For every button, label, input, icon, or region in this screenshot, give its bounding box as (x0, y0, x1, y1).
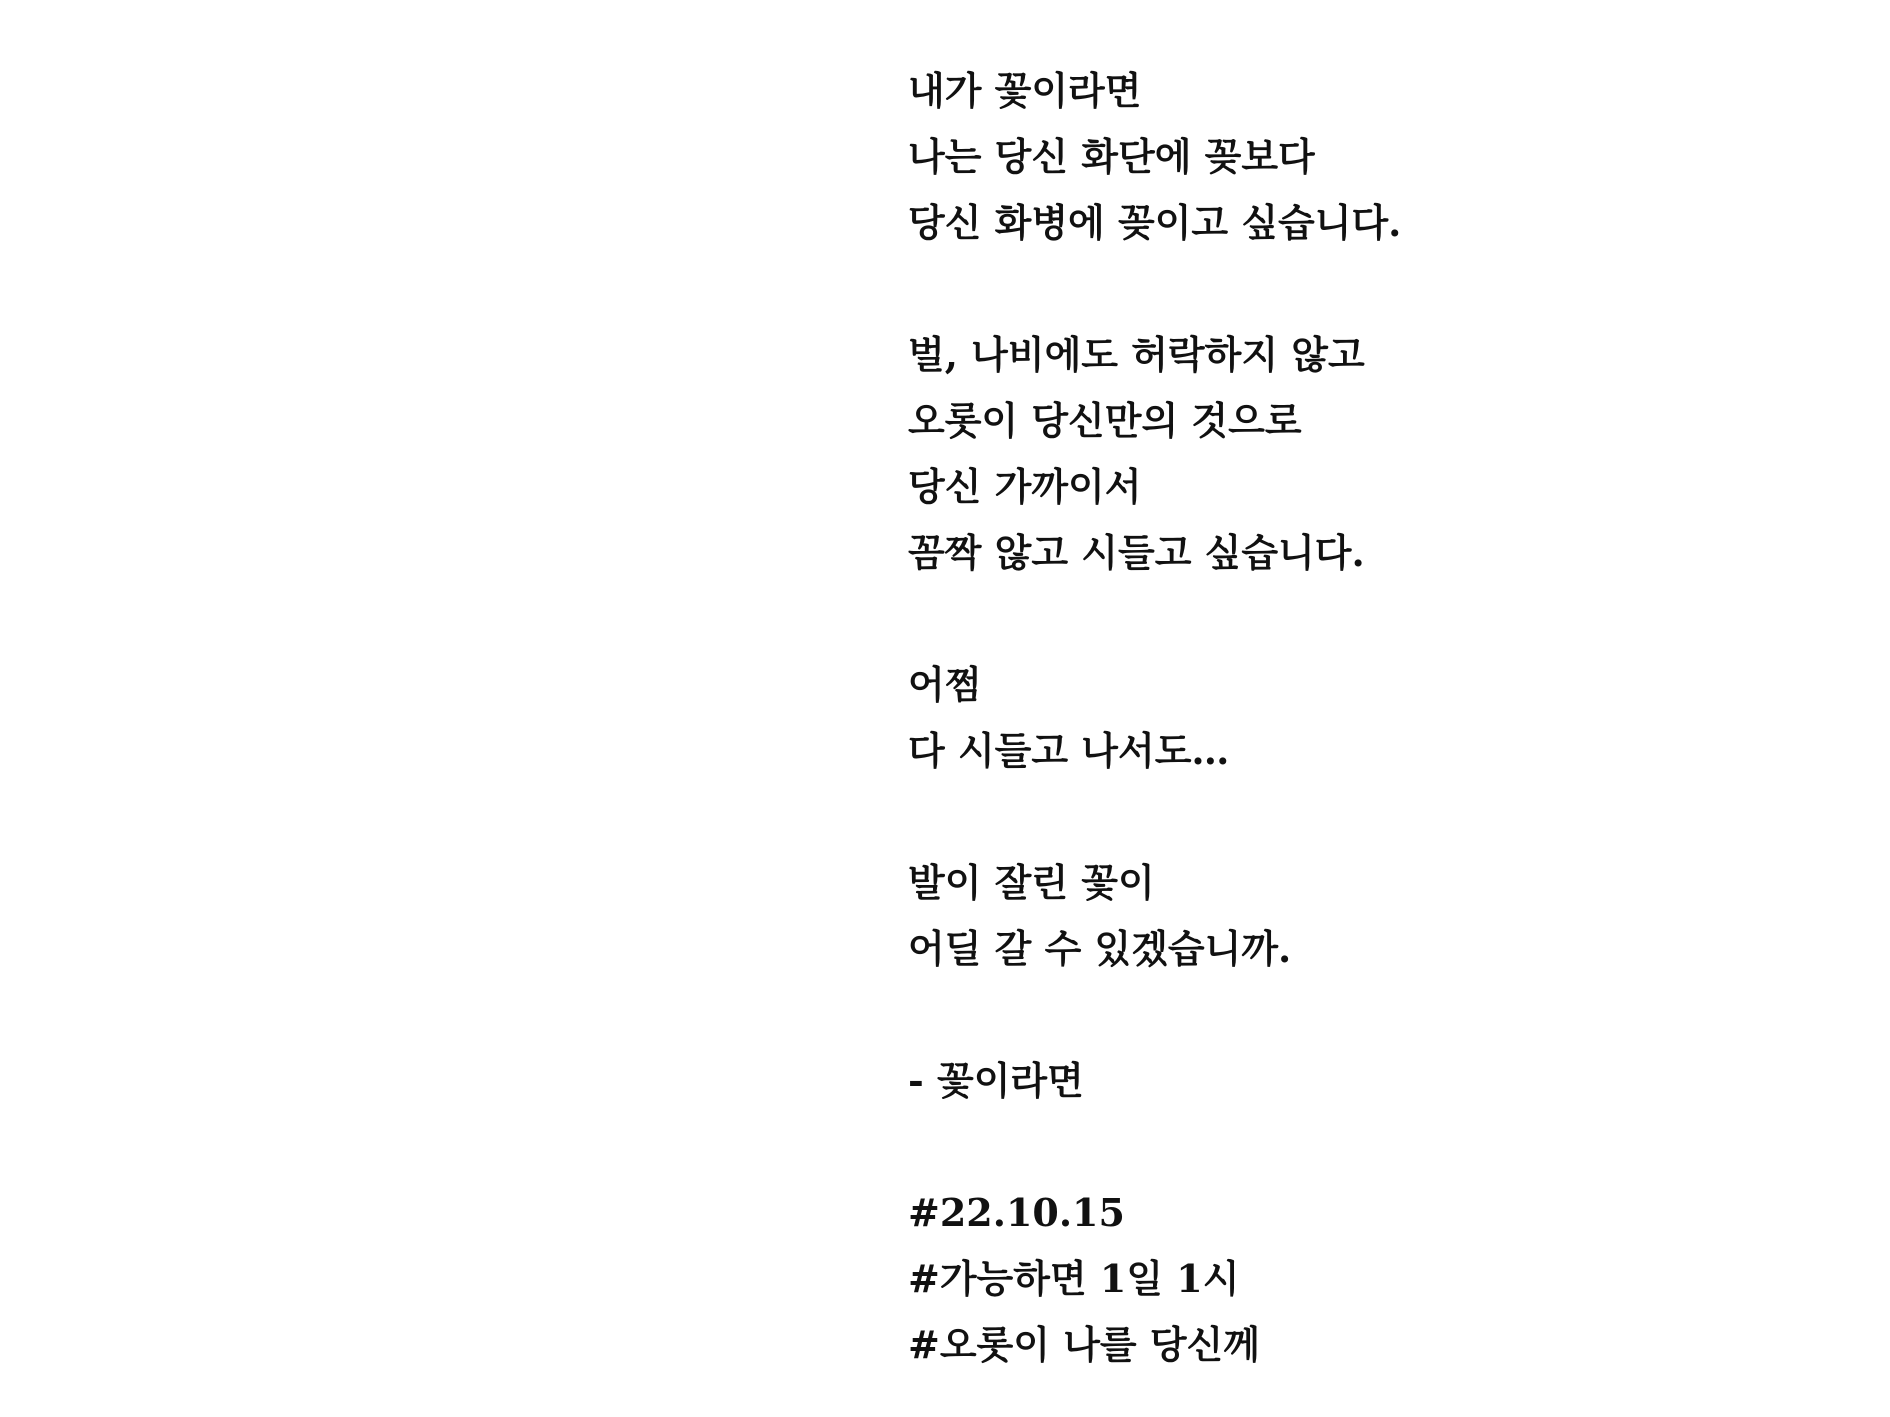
stanza-3 (908, 652, 1401, 784)
poem-line: 당신 화병에 꽂이고 싶습니다. (908, 200, 1402, 245)
stanza-1 (908, 58, 1401, 256)
poem-line: 발이 잘린 꽃이 (908, 860, 1155, 905)
hashtag: #오롯이 나를 당신께 (908, 1322, 1260, 1367)
poem-line: 나는 당신 화단에 꽂보다 (908, 134, 1315, 179)
stanza-4 (908, 850, 1401, 982)
poem-line: 꼼짝 않고 시들고 싶습니다. (908, 530, 1365, 575)
hashtag-date: #22.10.15 (908, 1190, 1125, 1235)
poem-line: 당신 가까이서 (908, 464, 1142, 509)
poem-line: 내가 꽃이라면 (908, 68, 1142, 113)
poem-line: 다 시들고 나서도… (908, 728, 1230, 773)
poem-line: 어딜 갈 수 있겠습니까. (908, 926, 1292, 971)
poem-title: - 꽃이라면 (908, 1058, 1084, 1103)
hashtags (908, 1180, 1401, 1378)
poem-body (908, 58, 1401, 1378)
poem-line: 어쩜 (908, 662, 982, 707)
poem-title-signature (908, 1048, 1401, 1114)
stanza-2 (908, 322, 1401, 586)
poem-line: 오롯이 당신만의 것으로 (908, 398, 1302, 443)
poem-line: 벌, 나비에도 허락하지 않고 (908, 332, 1365, 377)
hashtag: #가능하면 1일 1시 (908, 1256, 1240, 1301)
